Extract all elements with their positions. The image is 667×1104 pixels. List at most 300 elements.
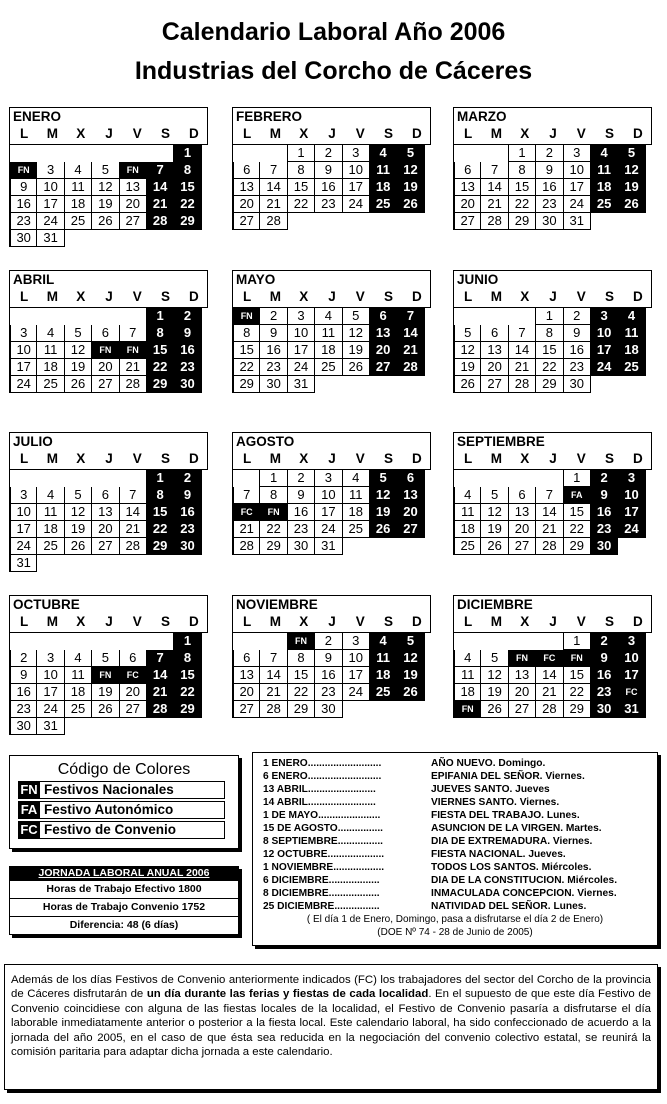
day-cell: FN bbox=[10, 162, 37, 179]
day-cell: 26 bbox=[65, 538, 92, 555]
day-cell: 11 bbox=[343, 487, 370, 504]
day-cell: 16 bbox=[315, 667, 342, 684]
legend-label: Festivo Autonómico bbox=[40, 801, 225, 819]
festivo-desc: INMACULADA CONCEPCION. Viernes. bbox=[431, 888, 617, 899]
day-cell: 10 bbox=[10, 504, 37, 521]
day-cell: 9 bbox=[591, 650, 618, 667]
day-cell: 4 bbox=[591, 145, 618, 162]
day-cell: 11 bbox=[65, 179, 92, 196]
day-cell: 30 bbox=[174, 538, 201, 555]
month-name: AGOSTO bbox=[236, 434, 295, 449]
day-empty bbox=[509, 470, 536, 487]
weekday-label: J bbox=[105, 289, 113, 304]
day-empty bbox=[536, 633, 563, 650]
day-cell: 28 bbox=[120, 376, 147, 393]
day-cell: 15 bbox=[147, 504, 174, 521]
day-cell: 6 bbox=[454, 162, 481, 179]
day-cell: 4 bbox=[618, 308, 645, 325]
day-cell: 4 bbox=[65, 650, 92, 667]
day-empty bbox=[92, 230, 119, 247]
day-cell: 15 bbox=[509, 179, 536, 196]
day-cell: 25 bbox=[65, 213, 92, 230]
day-cell: 19 bbox=[397, 667, 424, 684]
festivo-date: 6 DICIEMBRE.................. bbox=[263, 875, 380, 886]
month-name: NOVIEMBRE bbox=[236, 597, 318, 612]
day-cell: 3 bbox=[10, 487, 37, 504]
day-empty bbox=[10, 145, 37, 162]
weekday-label: L bbox=[20, 126, 29, 141]
month-header bbox=[454, 433, 652, 470]
day-cell: 13 bbox=[120, 179, 147, 196]
day-cell: 28 bbox=[120, 538, 147, 555]
day-cell: 3 bbox=[315, 470, 342, 487]
festivos-list bbox=[252, 752, 658, 946]
day-cell: 25 bbox=[591, 196, 618, 213]
day-cell: 24 bbox=[591, 359, 618, 376]
day-cell: 2 bbox=[315, 145, 342, 162]
jornada-row: Diferencia: 48 (6 días) bbox=[10, 916, 238, 934]
festivo-date: 1 DE MAYO...................... bbox=[263, 810, 381, 821]
day-cell: 21 bbox=[260, 684, 287, 701]
day-cell: FN bbox=[120, 162, 147, 179]
day-cell: FN bbox=[120, 342, 147, 359]
day-cell: 5 bbox=[397, 633, 424, 650]
day-empty bbox=[37, 308, 64, 325]
weekday-label: X bbox=[299, 289, 309, 304]
day-empty bbox=[454, 308, 481, 325]
day-cell: 30 bbox=[174, 376, 201, 393]
color-legend bbox=[9, 755, 239, 849]
day-cell: 23 bbox=[260, 359, 287, 376]
page-subtitle: Industrias del Corcho de Cáceres bbox=[134, 57, 533, 85]
day-empty bbox=[174, 230, 201, 247]
weekday-label: L bbox=[243, 289, 252, 304]
paragraph-text: Además de los días Festivos de Convenio anteriormente indicados (FC) los trabajadores del sector del Corcho de la provincia de Cáceres disfrutarán de bbox=[11, 974, 651, 1001]
day-cell: 29 bbox=[147, 538, 174, 555]
info-paragraph bbox=[4, 964, 658, 1090]
weekday-label: V bbox=[576, 289, 586, 304]
day-cell: 3 bbox=[618, 633, 645, 650]
festivo-row bbox=[253, 770, 657, 783]
day-cell: 12 bbox=[481, 504, 508, 521]
day-cell: 21 bbox=[397, 342, 424, 359]
day-cell: 25 bbox=[454, 538, 481, 555]
month-name: JULIO bbox=[13, 434, 53, 449]
festivo-desc: ASUNCION DE LA VIRGEN. Martes. bbox=[431, 823, 602, 834]
weekday-label: D bbox=[411, 289, 422, 304]
day-empty bbox=[397, 701, 424, 718]
day-cell: 9 bbox=[174, 487, 201, 504]
day-cell: 4 bbox=[37, 325, 64, 342]
day-cell: 18 bbox=[37, 521, 64, 538]
day-cell: 5 bbox=[618, 145, 645, 162]
day-cell: 6 bbox=[233, 650, 260, 667]
day-cell: 28 bbox=[536, 701, 563, 718]
legend-item bbox=[18, 821, 238, 839]
day-cell: 12 bbox=[397, 650, 424, 667]
legend-code: FC bbox=[18, 821, 40, 839]
month-name: ENERO bbox=[13, 109, 62, 124]
day-cell: 24 bbox=[37, 213, 64, 230]
day-cell: 24 bbox=[10, 376, 37, 393]
day-cell: 29 bbox=[233, 376, 260, 393]
paragraph-text-cont: . En el supuesto de que este día Festivo de Convenio coincidiese con alguna de las fiestas locales de la localidad, el Festivo de Convenio pasaría a disfrutarse el día laborable inmediatamente anterior o posterior a la fiesta local. Este calendario laboral, ha sido confeccionado de acuerdo a la jornada del año 2005, en el caso de que ésta sea reducida en la negociación del convenio colectivo estatal, se reunirá la comisión paritaria para adaptar dicha jornada a este calendario. bbox=[11, 988, 651, 1059]
day-cell: 7 bbox=[260, 162, 287, 179]
day-cell: 2 bbox=[591, 470, 618, 487]
month-enero bbox=[9, 107, 208, 247]
day-cell: 3 bbox=[343, 145, 370, 162]
day-empty bbox=[618, 213, 645, 230]
festivo-desc: FIESTA DEL TRABAJO. Lunes. bbox=[431, 810, 580, 821]
day-cell: 15 bbox=[147, 342, 174, 359]
day-cell: 7 bbox=[509, 325, 536, 342]
day-cell: 20 bbox=[481, 359, 508, 376]
festivo-desc: EPIFANIA DEL SEÑOR. Viernes. bbox=[431, 771, 585, 782]
day-cell: 29 bbox=[509, 213, 536, 230]
day-cell: 1 bbox=[509, 145, 536, 162]
day-cell: 11 bbox=[454, 667, 481, 684]
weekday-label: S bbox=[605, 614, 615, 629]
day-cell: 10 bbox=[10, 342, 37, 359]
month-header bbox=[10, 271, 208, 308]
day-empty bbox=[591, 376, 618, 393]
day-empty bbox=[454, 470, 481, 487]
day-cell: 17 bbox=[618, 504, 645, 521]
day-cell: 25 bbox=[370, 684, 397, 701]
day-cell: 1 bbox=[564, 470, 591, 487]
day-empty bbox=[147, 145, 174, 162]
day-empty bbox=[120, 470, 147, 487]
day-empty bbox=[92, 308, 119, 325]
day-empty bbox=[397, 538, 424, 555]
month-name: SEPTIEMBRE bbox=[457, 434, 545, 449]
weekday-label: J bbox=[328, 289, 336, 304]
day-empty bbox=[260, 145, 287, 162]
day-cell: 27 bbox=[233, 701, 260, 718]
day-cell: 26 bbox=[481, 701, 508, 718]
month-febrero bbox=[232, 107, 431, 230]
day-cell: 6 bbox=[509, 487, 536, 504]
day-cell: 29 bbox=[536, 376, 563, 393]
day-cell: 10 bbox=[37, 179, 64, 196]
day-cell: 3 bbox=[618, 470, 645, 487]
day-cell: 11 bbox=[65, 667, 92, 684]
weekday-label: V bbox=[576, 614, 586, 629]
day-cell: 16 bbox=[174, 342, 201, 359]
day-cell: 22 bbox=[233, 359, 260, 376]
day-cell: 7 bbox=[147, 650, 174, 667]
day-cell: 6 bbox=[397, 470, 424, 487]
day-cell: 5 bbox=[481, 487, 508, 504]
day-cell: 22 bbox=[174, 196, 201, 213]
day-empty bbox=[315, 213, 342, 230]
festivo-row bbox=[253, 835, 657, 848]
day-cell: 17 bbox=[591, 342, 618, 359]
day-cell: 20 bbox=[370, 342, 397, 359]
day-cell: 2 bbox=[174, 308, 201, 325]
day-cell: 2 bbox=[591, 633, 618, 650]
weekday-label: S bbox=[384, 126, 394, 141]
day-cell: 19 bbox=[92, 684, 119, 701]
day-cell: 25 bbox=[618, 359, 645, 376]
month-header bbox=[10, 596, 208, 633]
weekday-label: L bbox=[243, 451, 252, 466]
weekday-label: L bbox=[243, 126, 252, 141]
day-cell: 30 bbox=[260, 376, 287, 393]
day-cell: 8 bbox=[509, 162, 536, 179]
weekday-label: V bbox=[355, 289, 365, 304]
weekday-label: V bbox=[132, 126, 142, 141]
day-cell: 9 bbox=[10, 667, 37, 684]
weekday-label: X bbox=[520, 451, 530, 466]
day-cell: 23 bbox=[10, 701, 37, 718]
weekday-label: L bbox=[464, 614, 473, 629]
day-cell: 5 bbox=[481, 650, 508, 667]
month-junio bbox=[453, 270, 652, 393]
day-cell: 23 bbox=[174, 521, 201, 538]
day-cell: 1 bbox=[147, 308, 174, 325]
day-empty bbox=[120, 145, 147, 162]
day-cell: 30 bbox=[315, 701, 342, 718]
day-cell: 27 bbox=[120, 213, 147, 230]
weekday-label: X bbox=[76, 289, 86, 304]
weekday-label: L bbox=[20, 614, 29, 629]
day-cell: 30 bbox=[564, 376, 591, 393]
weekday-label: M bbox=[46, 451, 59, 466]
festivo-row bbox=[253, 796, 657, 809]
day-cell: 21 bbox=[536, 521, 563, 538]
day-cell: 26 bbox=[397, 196, 424, 213]
day-empty bbox=[370, 376, 397, 393]
day-cell: 17 bbox=[10, 521, 37, 538]
weekday-label: S bbox=[384, 289, 394, 304]
day-cell: 4 bbox=[370, 633, 397, 650]
day-cell: FN bbox=[260, 504, 287, 521]
legend-title: Código de Colores bbox=[57, 761, 191, 778]
day-cell: 30 bbox=[591, 538, 618, 555]
weekday-label: X bbox=[299, 451, 309, 466]
weekday-label: X bbox=[76, 451, 86, 466]
day-cell: 7 bbox=[147, 162, 174, 179]
weekday-label: L bbox=[464, 126, 473, 141]
legend-code: FN bbox=[18, 781, 40, 799]
weekday-label: J bbox=[105, 451, 113, 466]
day-cell: 13 bbox=[509, 667, 536, 684]
day-cell: 15 bbox=[233, 342, 260, 359]
month-header bbox=[233, 271, 431, 308]
festivo-date: 6 ENERO.......................... bbox=[263, 771, 382, 782]
festivos-note: ( El día 1 de Enero, Domingo, pasa a disfrutarse el día 2 de Enero) bbox=[306, 914, 604, 925]
day-cell: 22 bbox=[174, 684, 201, 701]
day-cell: 8 bbox=[174, 650, 201, 667]
day-cell: 14 bbox=[536, 504, 563, 521]
day-cell: 2 bbox=[10, 650, 37, 667]
day-cell: 5 bbox=[65, 487, 92, 504]
festivo-date: 8 SEPTIEMBRE................ bbox=[263, 836, 384, 847]
weekday-label: M bbox=[269, 126, 282, 141]
day-cell: 7 bbox=[120, 487, 147, 504]
festivo-row bbox=[253, 848, 657, 861]
day-cell: 13 bbox=[509, 504, 536, 521]
day-cell: 25 bbox=[65, 701, 92, 718]
festivo-date: 8 DICIEMBRE.................. bbox=[263, 888, 380, 899]
weekday-label: J bbox=[105, 126, 113, 141]
weekday-label: V bbox=[132, 289, 142, 304]
day-cell: 12 bbox=[65, 504, 92, 521]
day-empty bbox=[397, 213, 424, 230]
legend-item bbox=[18, 801, 238, 819]
day-cell: 12 bbox=[454, 342, 481, 359]
day-cell: 28 bbox=[147, 701, 174, 718]
day-cell: 6 bbox=[120, 650, 147, 667]
day-cell: 10 bbox=[315, 487, 342, 504]
day-cell: 1 bbox=[174, 633, 201, 650]
day-cell: 2 bbox=[288, 470, 315, 487]
day-cell: 20 bbox=[92, 359, 119, 376]
day-cell: 24 bbox=[564, 196, 591, 213]
day-empty bbox=[618, 376, 645, 393]
month-name: OCTUBRE bbox=[13, 597, 80, 612]
month-noviembre bbox=[232, 595, 431, 718]
day-cell: 10 bbox=[618, 650, 645, 667]
day-cell: 18 bbox=[454, 521, 481, 538]
weekday-label: D bbox=[632, 289, 643, 304]
day-cell: 18 bbox=[343, 504, 370, 521]
day-cell: 23 bbox=[288, 521, 315, 538]
day-cell: 6 bbox=[92, 325, 119, 342]
weekday-label: M bbox=[490, 451, 503, 466]
month-header bbox=[454, 271, 652, 308]
day-empty bbox=[481, 633, 508, 650]
day-empty bbox=[65, 555, 92, 572]
day-cell: 12 bbox=[481, 667, 508, 684]
day-empty bbox=[147, 633, 174, 650]
day-cell: 25 bbox=[315, 359, 342, 376]
month-header bbox=[454, 108, 652, 145]
weekday-label: J bbox=[328, 614, 336, 629]
month-header bbox=[454, 596, 652, 633]
day-cell: 18 bbox=[65, 196, 92, 213]
weekday-label: M bbox=[269, 451, 282, 466]
day-cell: 17 bbox=[288, 342, 315, 359]
festivo-desc: VIERNES SANTO. Viernes. bbox=[431, 797, 560, 808]
day-cell: 26 bbox=[92, 701, 119, 718]
day-cell: 21 bbox=[260, 196, 287, 213]
day-cell: 11 bbox=[370, 162, 397, 179]
day-empty bbox=[343, 213, 370, 230]
day-cell: 10 bbox=[618, 487, 645, 504]
day-empty bbox=[288, 213, 315, 230]
day-cell: 23 bbox=[591, 521, 618, 538]
day-cell: 30 bbox=[591, 701, 618, 718]
day-cell: 15 bbox=[564, 504, 591, 521]
day-empty bbox=[370, 538, 397, 555]
day-cell: 20 bbox=[120, 196, 147, 213]
day-cell: FN bbox=[92, 342, 119, 359]
day-cell: 1 bbox=[147, 470, 174, 487]
day-cell: 21 bbox=[509, 359, 536, 376]
day-cell: 22 bbox=[564, 684, 591, 701]
day-cell: 9 bbox=[564, 325, 591, 342]
day-cell: 23 bbox=[315, 196, 342, 213]
day-cell: 17 bbox=[618, 667, 645, 684]
day-cell: 9 bbox=[315, 650, 342, 667]
month-julio bbox=[9, 432, 208, 572]
day-cell: 4 bbox=[65, 162, 92, 179]
day-cell: 29 bbox=[564, 701, 591, 718]
festivo-desc: FIESTA NACIONAL. Jueves. bbox=[431, 849, 566, 860]
weekday-label: S bbox=[605, 126, 615, 141]
day-cell: 4 bbox=[370, 145, 397, 162]
day-cell: 9 bbox=[260, 325, 287, 342]
day-cell: 7 bbox=[120, 325, 147, 342]
day-cell: 16 bbox=[10, 196, 37, 213]
day-cell: FN bbox=[92, 667, 119, 684]
day-cell: 2 bbox=[260, 308, 287, 325]
month-name: JUNIO bbox=[457, 272, 499, 287]
weekday-label: S bbox=[161, 451, 171, 466]
day-cell: 16 bbox=[260, 342, 287, 359]
day-cell: 24 bbox=[618, 521, 645, 538]
weekday-label: V bbox=[355, 451, 365, 466]
day-empty bbox=[120, 633, 147, 650]
day-cell: 21 bbox=[536, 684, 563, 701]
day-cell: 28 bbox=[536, 538, 563, 555]
day-cell: 1 bbox=[174, 145, 201, 162]
day-cell: 16 bbox=[174, 504, 201, 521]
day-cell: 14 bbox=[147, 179, 174, 196]
day-cell: 27 bbox=[509, 701, 536, 718]
day-empty bbox=[65, 718, 92, 735]
day-cell: 5 bbox=[92, 162, 119, 179]
festivo-desc: DIA DE LA CONSTITUCION. Miércoles. bbox=[431, 875, 618, 886]
day-cell: FA bbox=[564, 487, 591, 504]
day-cell: 8 bbox=[260, 487, 287, 504]
day-cell: 13 bbox=[454, 179, 481, 196]
day-cell: 19 bbox=[65, 521, 92, 538]
day-cell: 17 bbox=[564, 179, 591, 196]
weekday-label: D bbox=[188, 614, 199, 629]
weekday-label: L bbox=[20, 451, 29, 466]
day-cell: 23 bbox=[536, 196, 563, 213]
day-cell: 2 bbox=[536, 145, 563, 162]
day-cell: 15 bbox=[174, 179, 201, 196]
day-empty bbox=[65, 145, 92, 162]
day-cell: 10 bbox=[564, 162, 591, 179]
weekday-label: X bbox=[76, 126, 86, 141]
day-cell: 5 bbox=[454, 325, 481, 342]
day-cell: 5 bbox=[343, 308, 370, 325]
weekday-label: J bbox=[328, 126, 336, 141]
day-cell: 1 bbox=[564, 633, 591, 650]
weekday-label: D bbox=[632, 126, 643, 141]
weekday-label: X bbox=[299, 614, 309, 629]
month-agosto bbox=[232, 432, 431, 555]
weekday-label: J bbox=[105, 614, 113, 629]
day-cell: 16 bbox=[315, 179, 342, 196]
day-empty bbox=[233, 633, 260, 650]
weekday-label: V bbox=[355, 126, 365, 141]
day-cell: 26 bbox=[397, 684, 424, 701]
day-cell: 9 bbox=[591, 487, 618, 504]
day-cell: 6 bbox=[92, 487, 119, 504]
day-cell: 25 bbox=[37, 376, 64, 393]
day-cell: 7 bbox=[397, 308, 424, 325]
weekday-label: D bbox=[188, 451, 199, 466]
day-empty bbox=[454, 145, 481, 162]
day-cell: 22 bbox=[260, 521, 287, 538]
day-cell: 19 bbox=[92, 196, 119, 213]
